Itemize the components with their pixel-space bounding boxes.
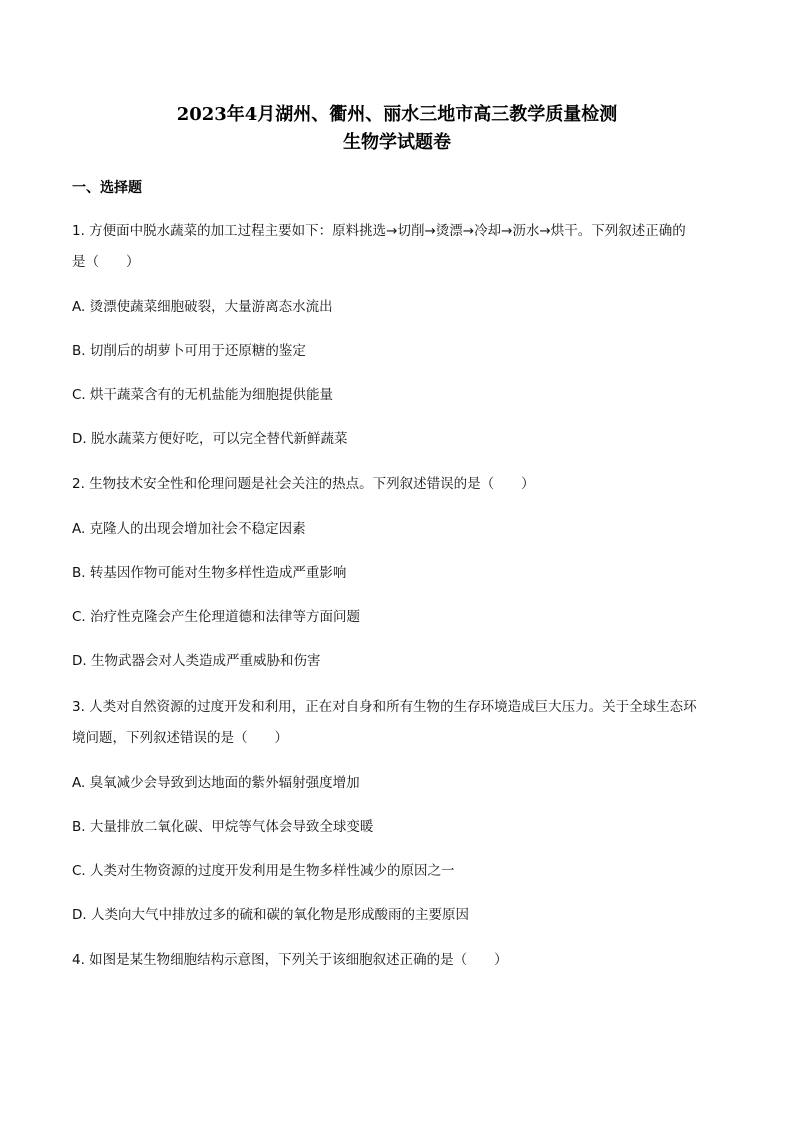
question-2-option-a: A. 克隆人的出现会增加社会不稳定因素	[72, 521, 306, 537]
question-3-stem-line2: 境问题，下列叙述错误的是（ ）	[72, 730, 288, 746]
page-title: 2023年4月湖州、衢州、丽水三地市高三教学质量检测	[176, 104, 618, 125]
question-3-option-c: C. 人类对生物资源的过度开发利用是生物多样性减少的原因之一	[72, 863, 455, 879]
question-3-option-b: B. 大量排放二氧化碳、甲烷等气体会导致全球变暖	[72, 819, 374, 835]
question-1-stem-line2: 是（ ）	[72, 254, 140, 270]
page-subtitle: 生物学试题卷	[343, 132, 451, 153]
question-1-stem-line1: 1. 方便面中脱水蔬菜的加工过程主要如下：原料挑选→切削→烫漂→冷却→沥水→烘干。下列叙述正确的	[72, 223, 686, 239]
question-1-option-b: B. 切削后的胡萝卜可用于还原糖的鉴定	[72, 343, 306, 359]
section-heading: 一、选择题	[72, 180, 142, 196]
question-1-option-a: A. 烫漂使蔬菜细胞破裂，大量游离态水流出	[72, 299, 333, 315]
question-3-option-a: A. 臭氧减少会导致到达地面的紫外辐射强度增加	[72, 775, 360, 791]
question-3-stem-line1: 3. 人类对自然资源的过度开发和利用，正在对自身和所有生物的生存环境造成巨大压力。关于全球生态环	[72, 699, 697, 715]
question-4-stem: 4. 如图是某生物细胞结构示意图，下列关于该细胞叙述正确的是（ ）	[72, 952, 508, 968]
question-1-option-d: D. 脱水蔬菜方便好吃，可以完全替代新鲜蔬菜	[72, 431, 348, 447]
question-2-stem: 2. 生物技术安全性和伦理问题是社会关注的热点。下列叙述错误的是（ ）	[72, 476, 535, 492]
question-2-option-d: D. 生物武器会对人类造成严重威胁和伤害	[72, 653, 321, 669]
question-3-option-d: D. 人类向大气中排放过多的硫和碳的氧化物是形成酸雨的主要原因	[72, 907, 469, 923]
question-1-option-c: C. 烘干蔬菜含有的无机盐能为细胞提供能量	[72, 387, 334, 403]
question-2-option-c: C. 治疗性克隆会产生伦理道德和法律等方面问题	[72, 609, 361, 625]
question-2-option-b: B. 转基因作物可能对生物多样性造成严重影响	[72, 565, 347, 581]
